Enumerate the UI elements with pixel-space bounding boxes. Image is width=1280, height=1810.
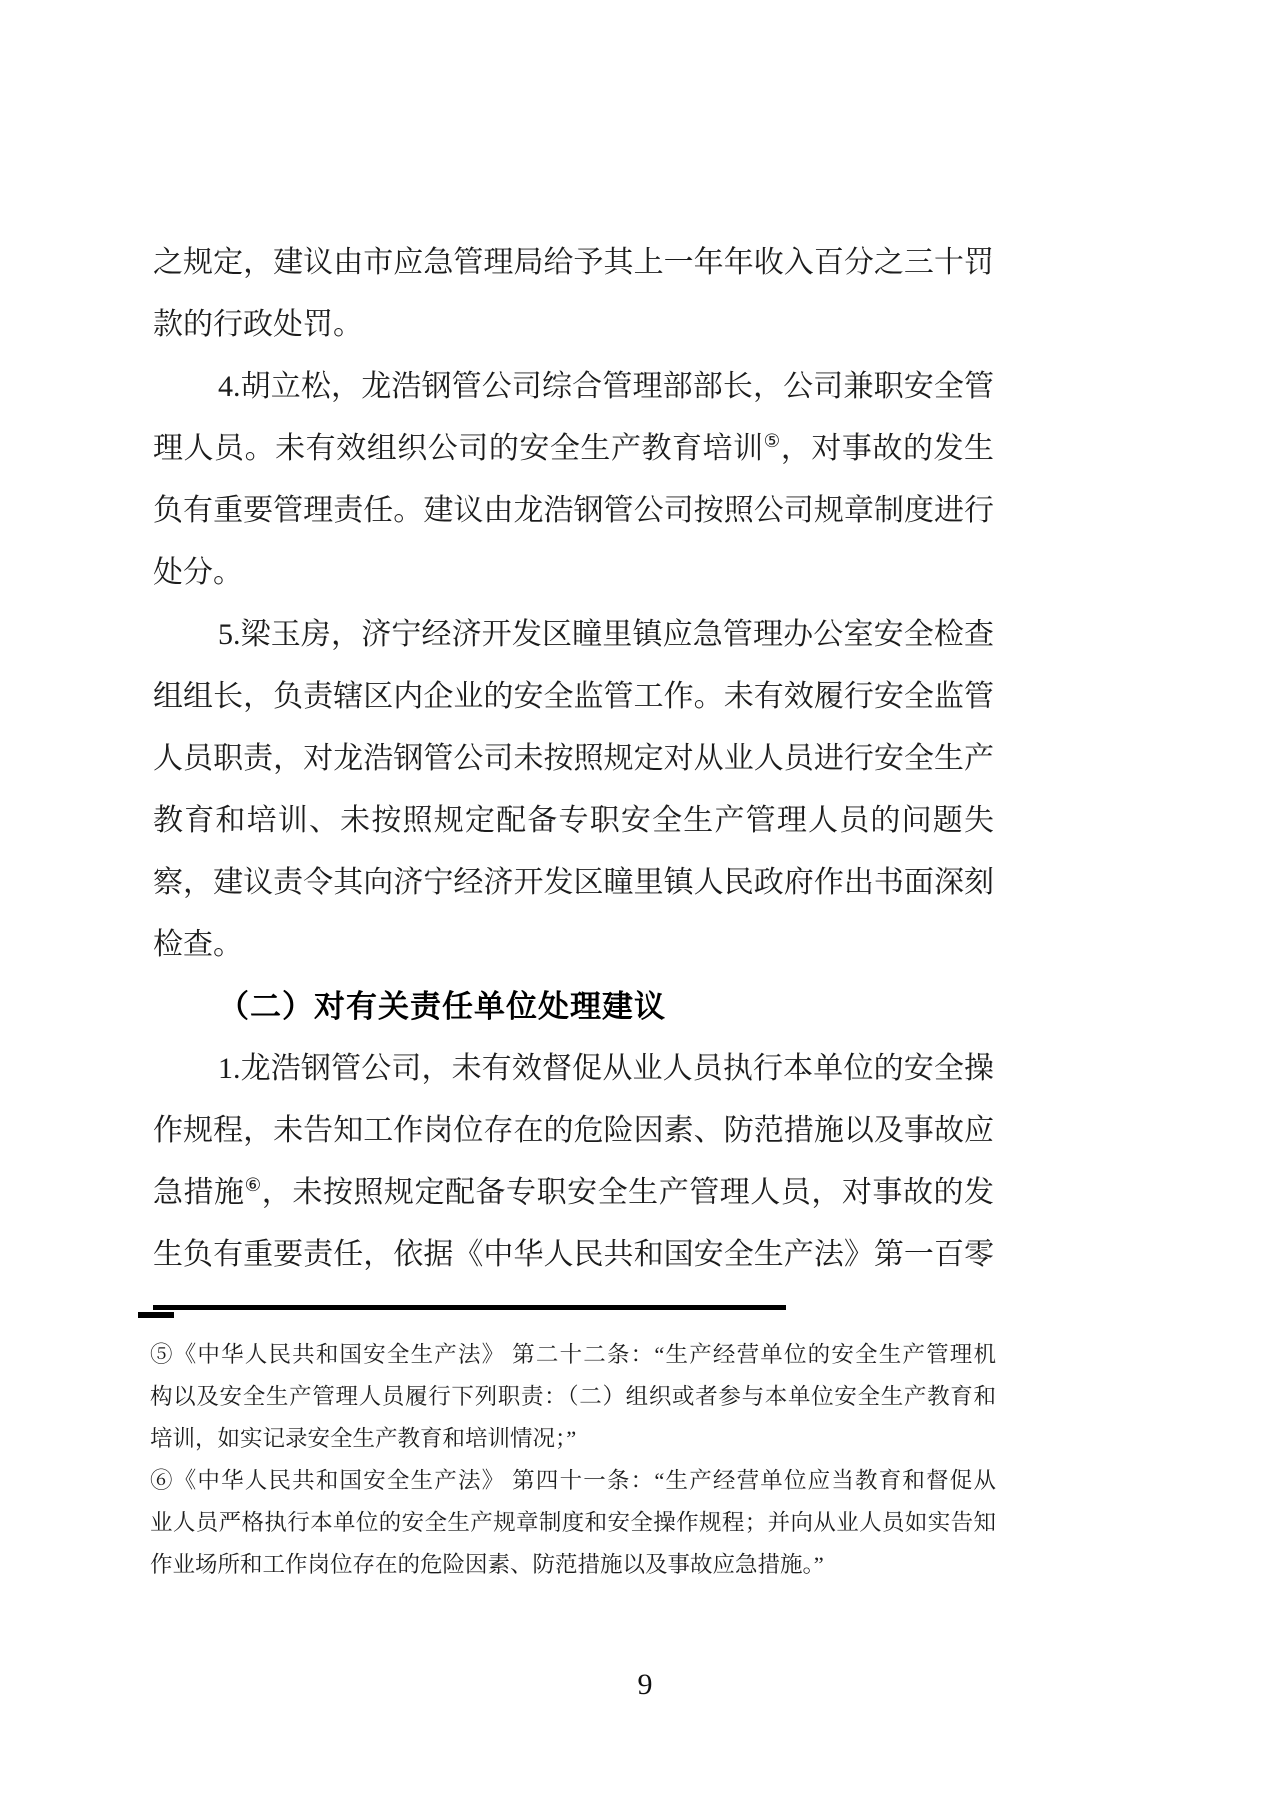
body-line: 组组长，负责辖区内企业的安全监管工作。未有效履行安全监管 <box>153 680 994 713</box>
footnote-separator-tick <box>138 1312 174 1318</box>
body-line: 察，建议责令其向济宁经济开发区瞳里镇人民政府作出书面深刻 <box>153 866 994 899</box>
body-line: 处分。 <box>153 556 243 589</box>
body-line: 负有重要管理责任。建议由龙浩钢管公司按照公司规章制度进行 <box>153 494 994 527</box>
footnote-line: 作业场所和工作岗位存在的危险因素、防范措施以及事故应急措施。” <box>150 1552 824 1577</box>
footnote-separator <box>153 1305 786 1310</box>
footnote-line: 业人员严格执行本单位的安全生产规章制度和安全操作规程；并向从业人员如实告知 <box>150 1510 996 1535</box>
footnotes-block <box>150 1334 996 1586</box>
body-line: 作规程，未告知工作岗位存在的危险因素、防范措施以及事故应 <box>153 1114 994 1147</box>
page-number: 9 <box>637 1668 653 1701</box>
body-line: 急措施⑥，未按照规定配备专职安全生产管理人员，对事故的发 <box>153 1175 995 1209</box>
body-line: 4.胡立松，龙浩钢管公司综合管理部部长，公司兼职安全管 <box>218 370 994 403</box>
body-line: 1.龙浩钢管公司，未有效督促从业人员执行本单位的安全操 <box>218 1052 994 1085</box>
footnote-line: ⑥《中华人民共和国安全生产法》 第四十一条：“生产经营单位应当教育和督促从 <box>150 1468 996 1493</box>
body-line: 理人员。未有效组织公司的安全生产教育培训⑤，对事故的发生 <box>153 431 995 465</box>
footnote-ref: ⑥ <box>244 1175 262 1196</box>
footnote-line: 培训，如实记录安全生产教育和培训情况；” <box>150 1426 577 1451</box>
footnote-line: 构以及安全生产管理人员履行下列职责：（二）组织或者参与本单位安全生产教育和 <box>150 1384 996 1409</box>
body-line: 之规定，建议由市应急管理局给予其上一年年收入百分之三十罚 <box>153 246 994 279</box>
section-heading: （二）对有关责任单位处理建议 <box>218 989 666 1024</box>
body-text-block <box>153 232 994 1286</box>
body-line: 人员职责，对龙浩钢管公司未按照规定对从业人员进行安全生产 <box>153 742 994 775</box>
body-line: 款的行政处罚。 <box>153 308 363 341</box>
body-line: 5.梁玉房，济宁经济开发区瞳里镇应急管理办公室安全检查 <box>218 618 994 651</box>
footnote-line: ⑤《中华人民共和国安全生产法》 第二十二条：“生产经营单位的安全生产管理机 <box>150 1342 996 1367</box>
body-line: 检查。 <box>153 928 243 961</box>
body-line: 教育和培训、未按照规定配备专职安全生产管理人员的问题失 <box>153 804 994 837</box>
body-line: 生负有重要责任，依据《中华人民共和国安全生产法》第一百零 <box>153 1238 994 1271</box>
footnote-ref: ⑤ <box>763 431 781 452</box>
